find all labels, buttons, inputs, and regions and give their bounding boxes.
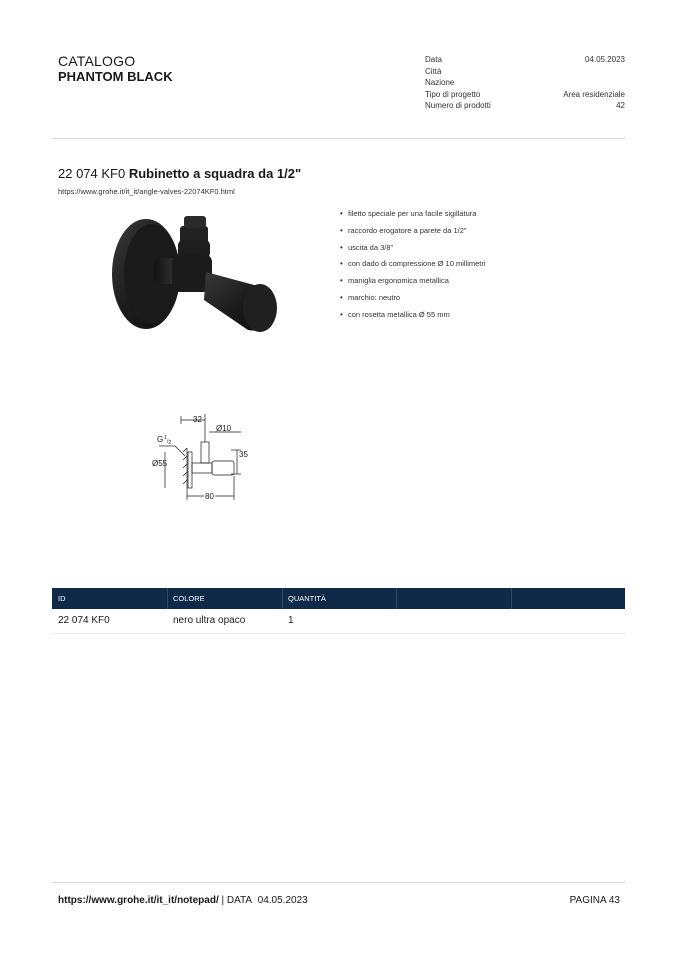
header-divider bbox=[52, 138, 625, 139]
feature-item: • filetto speciale per una facile sigillatura bbox=[340, 208, 486, 225]
footer-date-label: DATA bbox=[226, 895, 253, 906]
dim-top-label: 32 bbox=[193, 415, 202, 424]
technical-drawing bbox=[145, 410, 255, 505]
meta-key-city: Città bbox=[425, 67, 442, 76]
product-name: Rubinetto a squadra da 1/2" bbox=[128, 166, 302, 181]
table-cell-id: 22 074 KF0 bbox=[58, 615, 110, 626]
column-header-quantity: QUANTITÀ bbox=[288, 594, 326, 603]
catalog-name: PHANTOM BLACK bbox=[58, 69, 173, 84]
column-header-color: COLORE bbox=[173, 594, 205, 603]
product-image bbox=[108, 210, 283, 340]
footer-date: 04.05.2023 bbox=[257, 895, 308, 906]
column-header-id: ID bbox=[58, 594, 66, 603]
product-url[interactable]: https://www.grohe.it/it_it/angle-valves-22074KF0.html bbox=[58, 187, 235, 196]
footer-divider bbox=[52, 882, 625, 883]
meta-key-date: Data bbox=[425, 55, 442, 64]
dim-length-label: 80 bbox=[205, 492, 214, 501]
meta-value-project-type: Area residenziale bbox=[563, 90, 625, 99]
table-header bbox=[52, 588, 625, 609]
footer bbox=[58, 895, 308, 906]
meta-key-product-count: Numero di prodotti bbox=[425, 101, 491, 110]
dim-outlet-label: Ø10 bbox=[216, 424, 232, 433]
feature-item: • con dado di compressione Ø 10 millimetri bbox=[340, 258, 486, 275]
feature-item: • con rosetta metallica Ø 55 mm bbox=[340, 309, 486, 326]
footer-separator: | bbox=[218, 895, 227, 906]
meta-key-country: Nazione bbox=[425, 78, 455, 87]
product-code: 22 074 KF0 bbox=[58, 166, 126, 181]
feature-item: • marchio: neutro bbox=[340, 292, 486, 309]
feature-item: • uscita da 3/8" bbox=[340, 242, 486, 259]
table-cell-color: nero ultra opaco bbox=[173, 615, 246, 626]
meta-key-project-type: Tipo di progetto bbox=[425, 90, 481, 99]
column-header-empty bbox=[396, 588, 511, 609]
dim-height-label: 35 bbox=[239, 450, 248, 459]
footer-url[interactable]: https://www.grohe.it/it_it/notepad/ bbox=[58, 895, 219, 906]
dim-rosette-label: Ø55 bbox=[152, 459, 168, 468]
table-cell-quantity: 1 bbox=[288, 615, 294, 626]
product-heading bbox=[58, 166, 301, 181]
page-number: PAGINA 43 bbox=[569, 895, 620, 906]
table-row-divider bbox=[52, 633, 625, 634]
dim-thread-label: $G^1_/2$ bbox=[157, 435, 172, 446]
column-header-empty bbox=[511, 588, 625, 609]
meta-value-date: 04.05.2023 bbox=[584, 55, 625, 64]
feature-list bbox=[340, 208, 486, 326]
catalog-label: CATALOGO bbox=[58, 53, 136, 69]
meta-value-product-count: 42 bbox=[616, 101, 625, 110]
feature-item: • maniglia ergonomica metallica bbox=[340, 275, 486, 292]
feature-item: • raccordo erogatore a parete da 1/2" bbox=[340, 225, 486, 242]
